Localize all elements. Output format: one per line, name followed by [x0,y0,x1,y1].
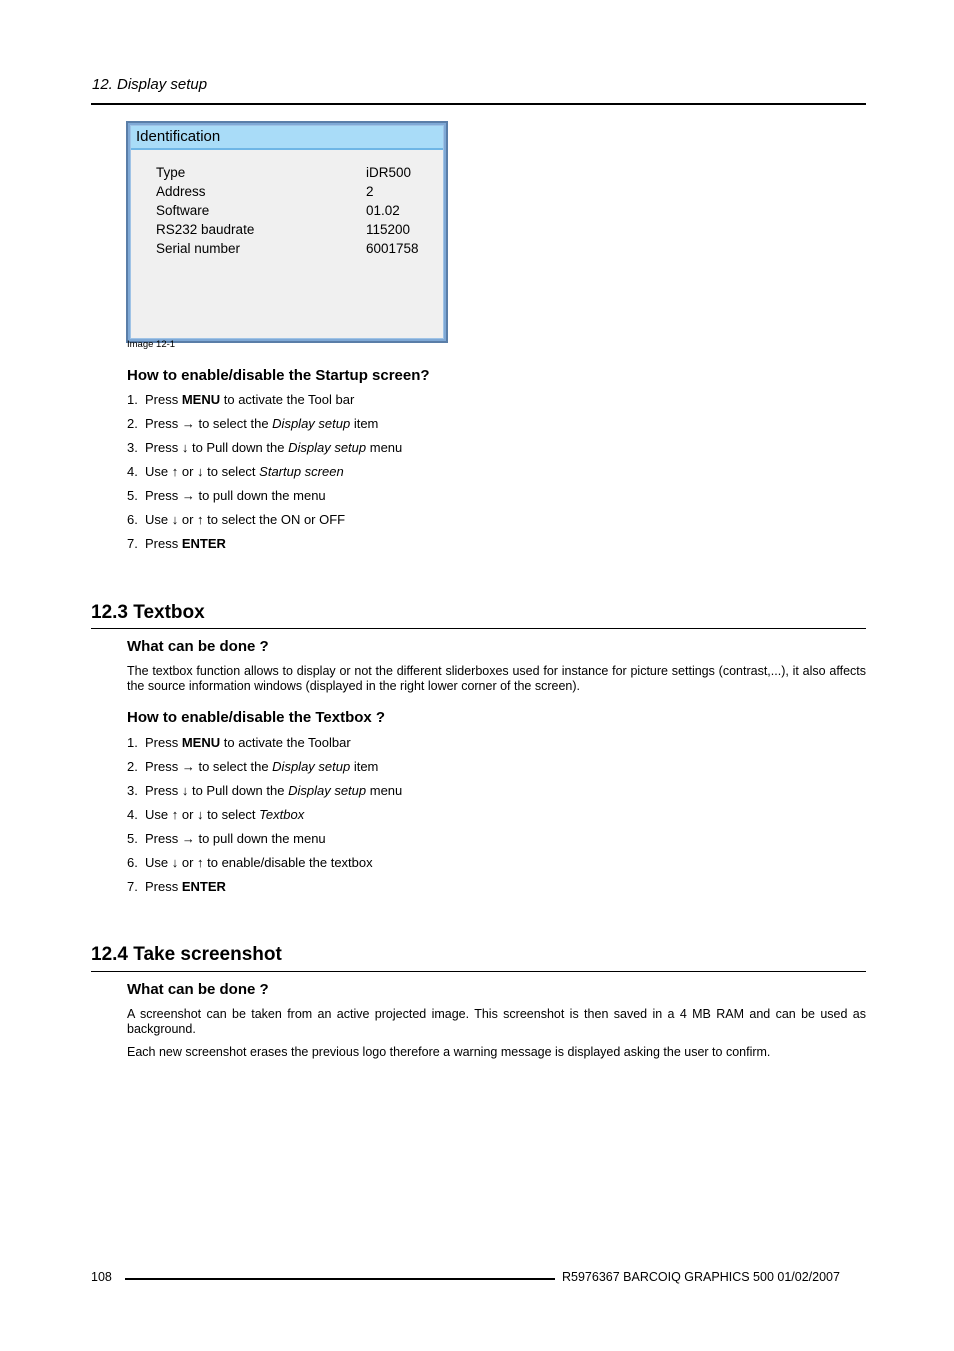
step-pre: Use ↓ or ↑ to enable/disable the textbox [145,855,373,870]
section-title-textbox: 12.3 Textbox [91,602,205,623]
step-pre: Press [145,536,182,551]
row-label: RS232 baudrate [156,222,255,237]
identification-row [156,239,433,258]
step-post: item [350,416,379,431]
step-pre: Press → to pull down the menu [145,831,326,846]
identification-row [156,220,433,239]
step-italic: Display setup [272,759,351,774]
step-item [127,759,402,783]
row-label: Address [156,184,206,199]
step-pre: Use ↓ or ↑ to select the ON or OFF [145,512,346,527]
textbox-how-heading: How to enable/disable the Textbox ? [127,709,386,726]
identification-title: Identification [131,126,443,150]
step-italic: Display setup [288,440,367,455]
step-item [127,488,402,512]
startup-steps [127,392,402,560]
step-num: 3. [127,783,138,798]
step-post: menu [366,783,403,798]
step-pre: Press [145,392,182,407]
row-value: 115200 [366,222,411,237]
step-num: 6. [127,512,138,527]
step-num: 5. [127,488,138,503]
textbox-what-heading: What can be done ? [127,638,269,655]
step-pre: Use ↑ or ↓ to select [145,807,260,822]
footer-document-id: R5976367 BARCOIQ GRAPHICS 500 01/02/2007 [562,1270,840,1284]
step-item [127,392,402,416]
step-item [127,440,402,464]
step-italic: Display setup [288,783,367,798]
step-num: 4. [127,807,138,822]
step-item [127,855,402,879]
identification-panel [130,125,444,339]
identification-row [156,182,433,201]
step-item [127,879,402,903]
step-num: 1. [127,392,138,407]
row-label: Serial number [156,241,241,256]
page-number: 108 [91,1270,112,1284]
screenshot-paragraph-2: Each new screenshot erases the previous logo therefore a warning message is displayed asking the user to confirm. [127,1045,771,1059]
step-post: menu [366,440,403,455]
step-bold: ENTER [181,536,226,551]
step-pre: Press ↓ to Pull down the [145,440,289,455]
row-label: Type [156,165,186,180]
step-num: 1. [127,735,138,750]
step-pre: Use ↑ or ↓ to select [145,464,260,479]
screenshot-paragraph-1: A screenshot can be taken from an active projected image. This screenshot is then saved in a 4 MB RAM and can be used as background. [127,1007,866,1036]
step-item [127,807,402,831]
row-value: iDR500 [366,165,412,180]
step-item [127,831,402,855]
step-num: 6. [127,855,138,870]
row-value: 01.02 [366,203,400,218]
screenshot-what-heading: What can be done ? [127,981,269,998]
identification-row [156,163,433,182]
section-rule [91,628,866,629]
textbox-steps [127,735,402,903]
step-num: 3. [127,440,138,455]
step-post: to activate the Tool bar [220,392,355,407]
step-italic: Display setup [272,416,351,431]
step-item [127,416,402,440]
step-pre: Press → to select the [145,759,273,774]
step-italic: Textbox [259,807,305,822]
identification-dialog [126,121,448,343]
step-post: to activate the Toolbar [220,735,351,750]
step-pre: Press [145,879,182,894]
step-item [127,536,402,560]
step-bold: MENU [181,735,221,750]
step-item [127,735,402,759]
step-item [127,783,402,807]
step-item [127,512,402,536]
step-item [127,464,402,488]
textbox-description: The textbox function allows to display or not the different sliderboxes used for instance for picture settings (contrast,...), it also affects the source information windows (displayed in the right lower corner of the screen). [127,664,866,693]
step-post: item [350,759,379,774]
header-rule [91,103,866,105]
step-num: 7. [127,536,138,551]
step-bold: ENTER [181,879,226,894]
step-pre: Press ↓ to Pull down the [145,783,289,798]
step-num: 2. [127,759,138,774]
row-value: 6001758 [366,241,419,256]
step-num: 7. [127,879,138,894]
step-pre: Press [145,735,182,750]
running-header: 12. Display setup [92,76,208,93]
step-bold: MENU [181,392,221,407]
startup-heading: How to enable/disable the Startup screen? [127,367,430,384]
section-title-screenshot: 12.4 Take screenshot [91,944,282,965]
image-caption: Image 12-1 [127,339,176,350]
row-label: Software [156,203,210,218]
step-pre: Press → to select the [145,416,273,431]
step-italic: Startup screen [259,464,344,479]
identification-row [156,201,433,220]
row-value: 2 [366,184,374,199]
step-num: 5. [127,831,138,846]
section-rule [91,971,866,972]
step-pre: Press → to pull down the menu [145,488,326,503]
step-num: 4. [127,464,138,479]
step-num: 2. [127,416,138,431]
footer-rule [125,1278,555,1280]
